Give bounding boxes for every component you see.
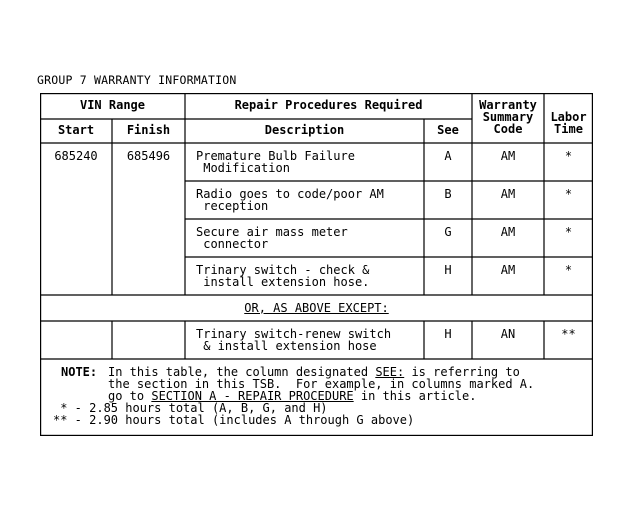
- row-2-description-line-2: reception: [196, 199, 269, 213]
- row-1-labor: *: [564, 149, 573, 163]
- row-3-description-line-1: Secure air mass meter: [196, 225, 348, 239]
- except-row-see: H: [444, 327, 452, 341]
- except-row-code: AN: [500, 327, 516, 341]
- header-vin-range: VIN Range: [79, 98, 146, 112]
- header-time: Time: [554, 122, 583, 136]
- note-label: NOTE:: [61, 365, 98, 379]
- row-2-description-line-1: Radio goes to code/poor AM: [196, 187, 384, 201]
- row-4-description-line-1: Trinary switch - check &: [196, 263, 370, 277]
- header-see: See: [437, 123, 459, 137]
- note-line-2: the section in this TSB. For example, in columns marked A.: [108, 377, 535, 391]
- row-1-code: AM: [500, 149, 516, 163]
- header-warranty: Warranty: [479, 98, 537, 112]
- except-row-description-line-2: & install extension hose: [196, 339, 377, 353]
- row-4-labor: *: [564, 263, 573, 277]
- row-1-description-line-2: Modification: [196, 161, 290, 175]
- row-2-code: AM: [500, 187, 516, 201]
- row-3-code: AM: [500, 225, 516, 239]
- row-3-description-line-2: connector: [196, 237, 269, 251]
- header-finish: Finish: [126, 123, 171, 137]
- header-summary: Summary: [482, 110, 534, 124]
- row-3-see: G: [444, 225, 452, 239]
- note-line-4: * - 2.85 hours total (A, B, G, and H): [53, 401, 328, 415]
- warranty-table: [40, 93, 593, 436]
- row-3-labor: *: [564, 225, 573, 239]
- vin-finish: 685496: [126, 149, 171, 163]
- row-2-see: B: [444, 187, 452, 201]
- except-row-labor: **: [561, 327, 576, 341]
- page-title: GROUP 7 WARRANTY INFORMATION: [37, 73, 237, 87]
- row-1-description-line-1: Premature Bulb Failure: [196, 149, 355, 163]
- row-1-see: A: [444, 149, 452, 163]
- note-line-1: In this table, the column designated SEE: is referring to: [108, 365, 520, 379]
- note-line-5: ** - 2.90 hours total (includes A through G above): [53, 413, 415, 427]
- except-row-description-line-1: Trinary switch-renew switch: [196, 327, 392, 341]
- row-4-see: H: [444, 263, 452, 277]
- header-labor: Labor: [550, 110, 587, 124]
- header-description: Description: [264, 123, 345, 137]
- note-line-3: go to SECTION A - REPAIR PROCEDURE in this article.: [108, 389, 477, 403]
- row-4-description-line-2: install extension hose.: [196, 275, 370, 289]
- vin-start: 685240: [54, 149, 98, 163]
- header-repair-procedures: Repair Procedures Required: [234, 98, 423, 112]
- header-code: Code: [493, 122, 523, 136]
- row-4-code: AM: [500, 263, 516, 277]
- row-2-labor: *: [564, 187, 573, 201]
- separator-text: OR, AS ABOVE EXCEPT:: [244, 301, 389, 315]
- header-start: Start: [57, 123, 95, 137]
